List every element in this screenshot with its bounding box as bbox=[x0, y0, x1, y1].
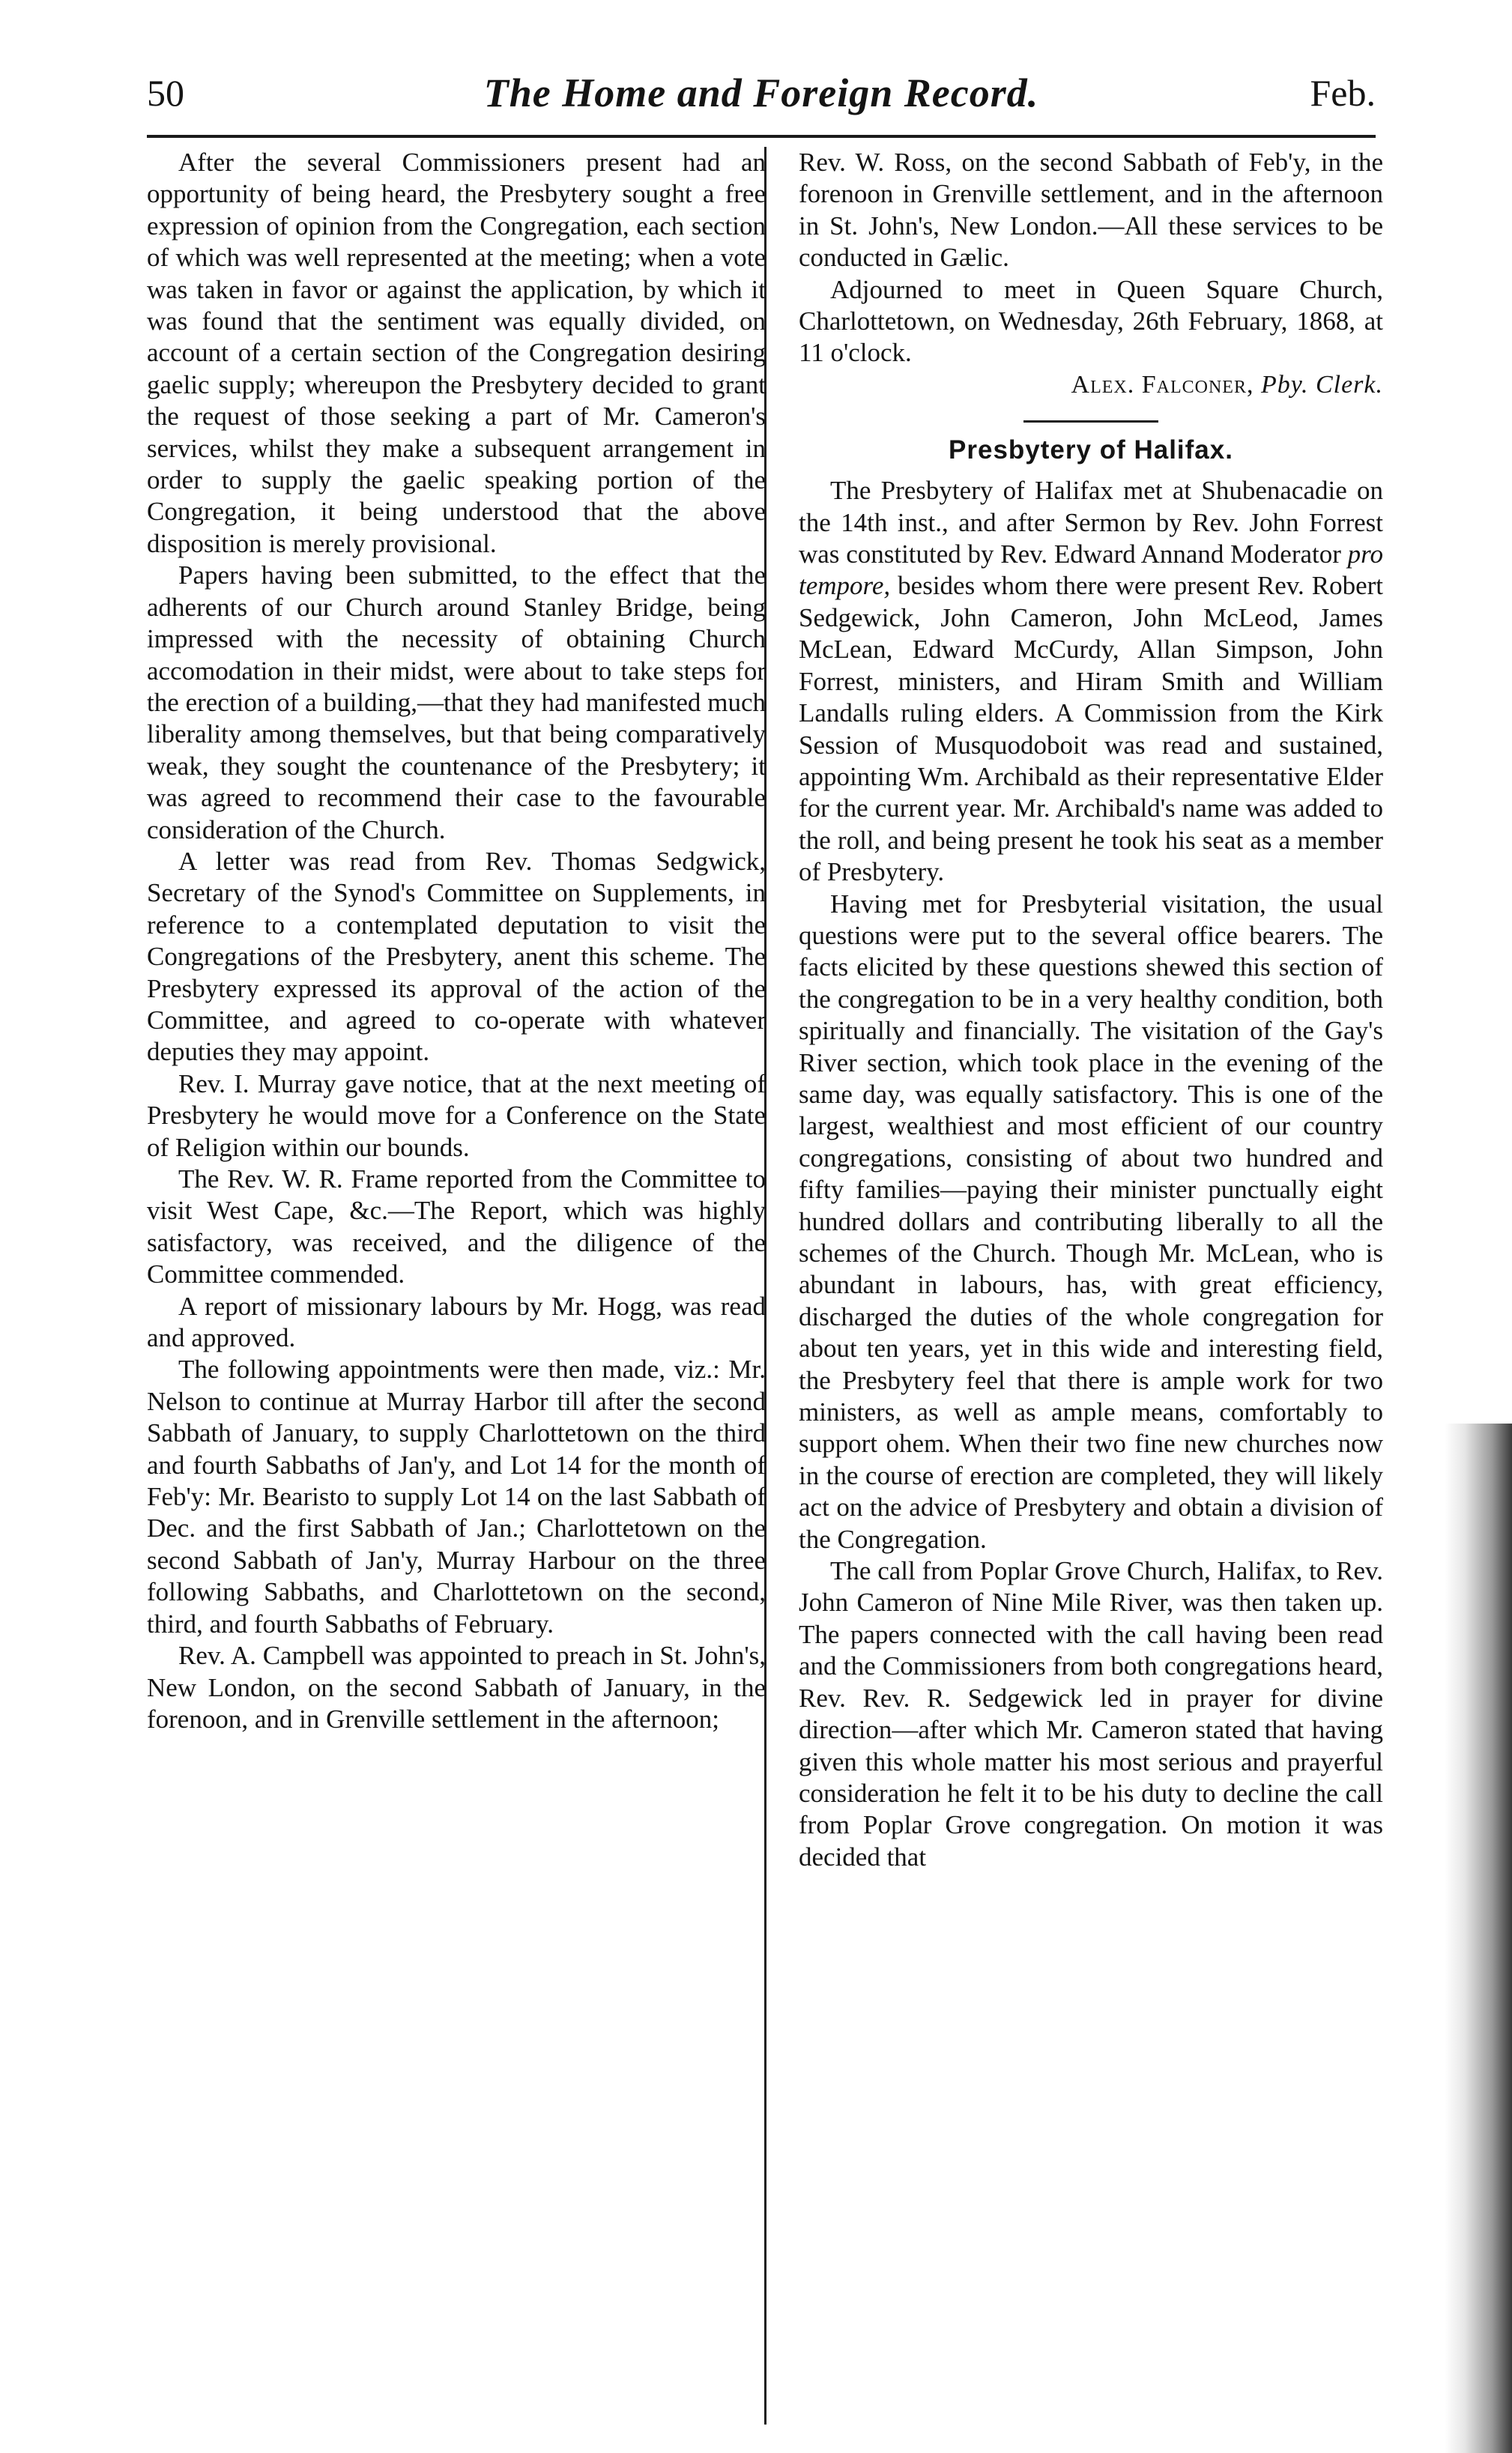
paragraph: A letter was read from Rev. Thomas Sedgwick, Secretary of the Synod's Committee on Supplements, in reference to a contemplated deputation to visit the Congregations of the Presbytery, anent this scheme. The Presbytery expressed its approval of the action of the Committee, and agreed to co-operate with whatever deputies they may appoint. bbox=[147, 846, 766, 1067]
paragraph: The Rev. W. R. Frame reported from the Committee to visit West Cape, &c.—The Report, which was highly satisfactory, was received, and the diligence of the Committee commended. bbox=[147, 1164, 766, 1289]
clerk-signature bbox=[799, 369, 1383, 401]
paragraph: Rev. A. Campbell was appointed to preach in St. John's, New London, on the second Sabbath of January, in the forenoon, and in Grenville settlement in the afternoon; bbox=[147, 1641, 766, 1734]
page-number: 50 bbox=[147, 72, 184, 114]
paragraph: Having met for Presbyterial visitation, the usual questions were put to the several office bearers. The facts elicited by these questions shewed this section of the congregation to be in a very healthy condition, both spiritually and financially. The visitation of the Gay's River section, which took place in the evening of the same day, was equally satisfactory. This is one of the largest, wealthiest and most efficient of our country congregations, consisting of about two hundred and fifty families—paying their minister punctually eight hundred dollars and contributing liberally to all the schemes of the Church. Though Mr. McLean, who is abundant in labours, has, with great efficiency, discharged the duties of the whole congregation for about ten years, yet in this wide and interesting field, the Presbytery feel that there is ample work for two ministers, as well as ample means, comfortably to support ohem. When their two fine new churches now in the course of erection are completed, they will likely act on the advice of Presbytery and obtain a division of the Congregation. bbox=[799, 889, 1383, 1554]
running-title: The Home and Foreign Record. bbox=[483, 70, 1039, 115]
continuation-paragraph: Rev. W. Ross, on the second Sabbath of Feb'y, in the forenoon in Grenville settlement, and in the afternoon in St. John's, New London.—All these services to be conducted in Gælic. bbox=[799, 148, 1383, 273]
left-column bbox=[147, 147, 766, 2425]
paragraph: Rev. I. Murray gave notice, that at the next meeting of Presbytery he would move for a Conference on the State of Religion within our bounds. bbox=[147, 1068, 766, 1162]
section-heading: Presbytery of Halifax. bbox=[949, 435, 1233, 465]
running-month: Feb. bbox=[1310, 72, 1376, 114]
latin-phrase: pro tempore, bbox=[799, 539, 1383, 601]
header-rule bbox=[147, 135, 1376, 138]
paragraph: The following appointments were then made, viz.: Mr. Nelson to continue at Murray Harbor till after the second Sabbath of January, to supply Charlottetown on the third and fourth Sabbaths of Jan'y, and Lot 14 for the month of Feb'y: Mr. Bearisto to supply Lot 14 on the last Sabbath of Dec. and the first Sabbath of Jan.; Charlottetown on the second Sabbath of Jan'y, Murray Harbour on the three following Sabbaths, and Charlottetown on the second, third, and fourth Sabbaths of February. bbox=[147, 1355, 766, 1639]
signature-title: Pby. Clerk. bbox=[1260, 370, 1383, 399]
paragraph-text: The Presbytery of Halifax met at Shubenacadie on the 14th inst., and after Sermon by Rev. John Forrest was constituted by Rev. Edward Annand Moderator bbox=[799, 476, 1383, 569]
page-edge-shadow bbox=[1445, 1424, 1512, 2453]
paragraph-text: besides whom there were present Rev. Robert Sedgewick, John Cameron, John McLeod, James McLean, Edward McCurdy, Allan Simpson, John Forrest, ministers, and Hiram Smith and William Landalls ruling elders. A Commission from the Kirk Session of Musquodoboit was read and sustained, appointing Wm. Archibald as their representative Elder for the current year. Mr. Archibald's name was added to the roll, and being present he took his seat as a member of Presbytery. bbox=[799, 571, 1383, 887]
section-rule bbox=[1023, 420, 1158, 423]
paragraph: Papers having been submitted, to the effect that the adherents of our Church around Stanley Bridge, being impressed with the necessity of obtaining Church accomodation in their midst, were about to take steps for the erection of a building,—that they had manifested much liberality among themselves, but that being comparatively weak, they sought the countenance of the Presbytery; it was agreed to recommend their case to the favourable consideration of the Church. bbox=[147, 560, 766, 844]
right-column bbox=[799, 147, 1383, 2425]
paragraph: After the several Commissioners present had an opportunity of being heard, the Presbytery sought a free expression of opinion from the Congregation, each section of which was well represented at the meeting; when a vote was taken in favor or against the application, by which it was found that the sentiment was equally divided, on account of a certain section of the Congregation desiring gaelic supply; whereupon the Presbytery decided to grant the request of those seeking a part of Mr. Cameron's services, whilst they make a subsequent arrangement in order to supply the gaelic speaking portion of the Congregation, it being understood that the above disposition is merely provisional. bbox=[147, 148, 766, 558]
adjournment-paragraph: Adjourned to meet in Queen Square Church, Charlottetown, on Wednesday, 26th February, 1868, at 11 o'clock. bbox=[799, 274, 1383, 368]
paragraph: The call from Poplar Grove Church, Halifax, to Rev. John Cameron of Nine Mile River, was then taken up. The papers connected with the call having been read and the Commissioners from both congregations heard, Rev. Rev. R. Sedgewick led in prayer for divine direction—after which Mr. Cameron stated that having given this whole matter his most serious and prayerful consideration he felt it to be his duty to decline the call from Poplar Grove congregation. On motion it was decided that bbox=[799, 1556, 1383, 1872]
page-header bbox=[147, 63, 1376, 123]
paragraph: A report of missionary labours by Mr. Hogg, was read and approved. bbox=[147, 1291, 766, 1353]
paragraph bbox=[799, 475, 1383, 888]
signature-name: Alex. Falconer, bbox=[1071, 370, 1254, 399]
